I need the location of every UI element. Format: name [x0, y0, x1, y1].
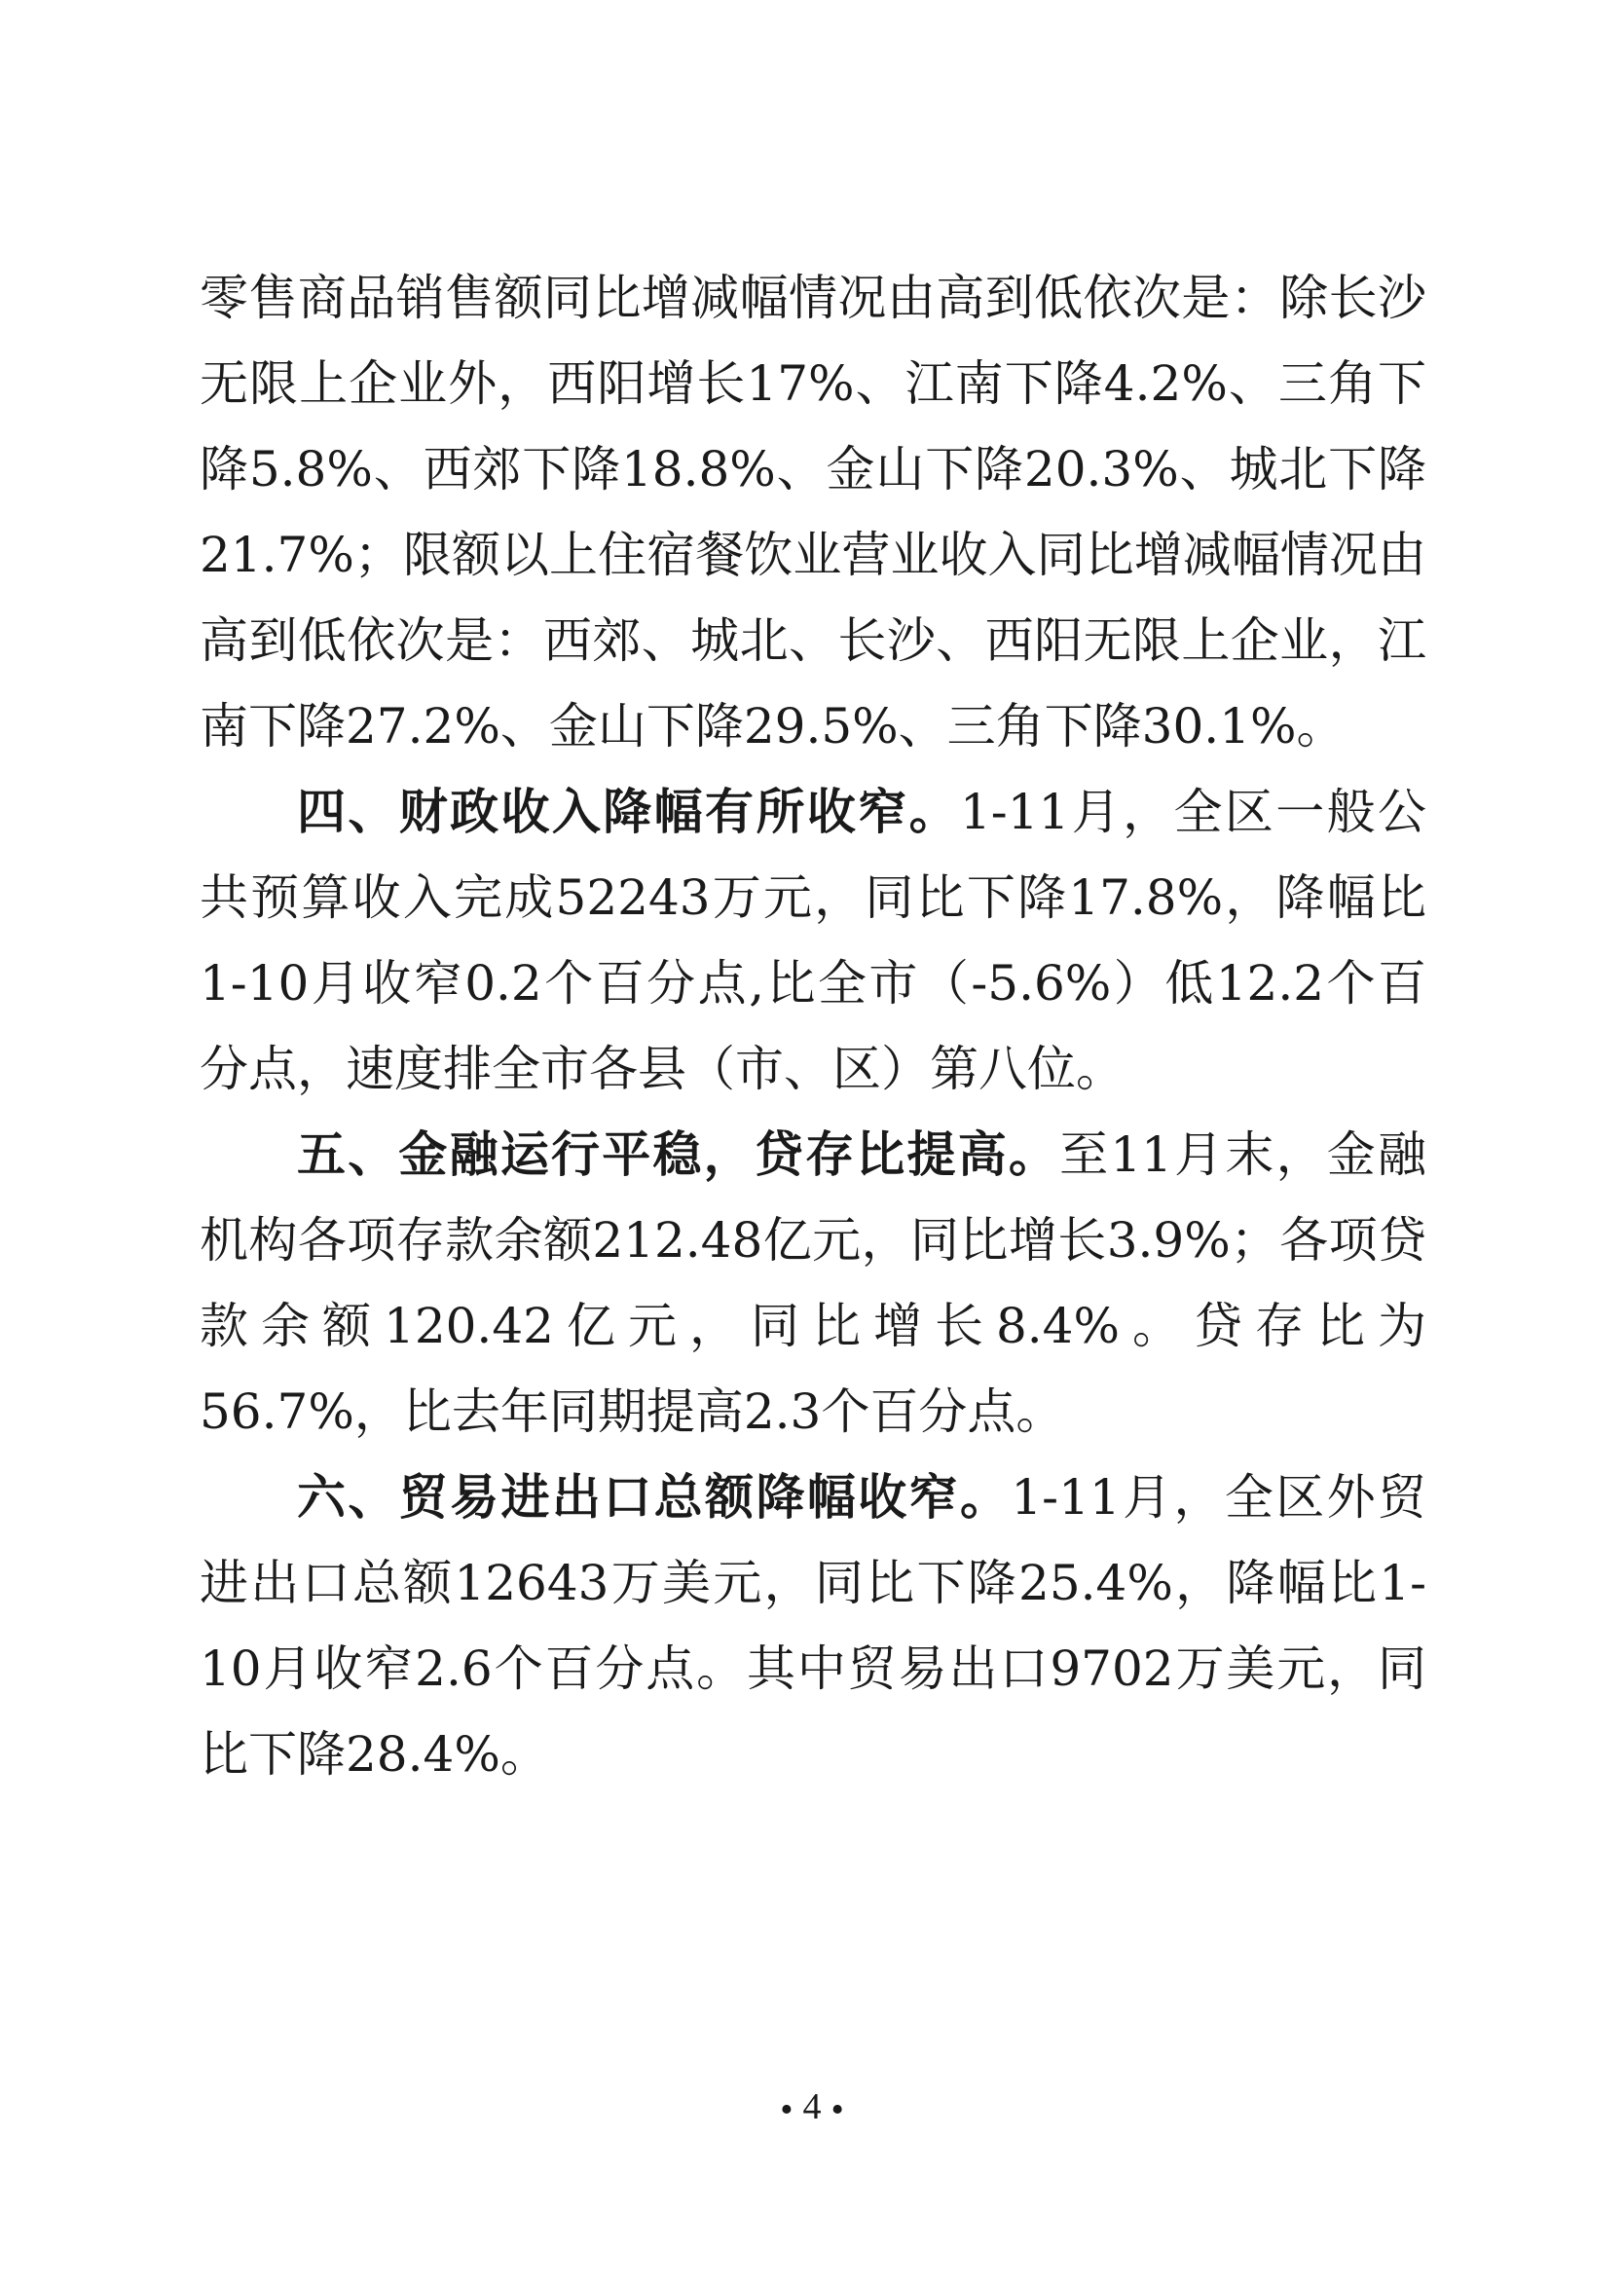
bullet-dot-icon: • — [830, 2089, 844, 2131]
section-heading: 六、贸易进出口总额降幅收窄。 — [297, 1468, 1012, 1526]
paragraph-text: 1-11月，全区一般公共预算收入完成52243万元，同比下降17.8%，降幅比1-10月收窄0.2个百分点,比全市（-5.6%）低12.2个百分点，速度排全市各县（市、区）第八位。 — [200, 784, 1426, 1097]
page-number — [0, 2083, 1624, 2133]
paragraph-trade — [200, 1455, 1426, 1797]
paragraph-finance — [200, 1112, 1426, 1455]
paragraph-text: 1-11月，全区外贸进出口总额12643万美元，同比下降25.4%，降幅比1-10月收窄2.6个百分点。其中贸易出口9702万美元，同比下降28.4%。 — [200, 1469, 1426, 1783]
paragraph-retail-continuation — [200, 255, 1426, 769]
bullet-dot-icon: • — [780, 2089, 794, 2131]
paragraph-text: 至11月末，金融机构各项存款余额212.48亿元，同比增长3.9%；各项贷款余额120.42亿元，同比增长8.4%。贷存比为56.7%，比去年同期提高2.3个百分点。 — [200, 1126, 1426, 1440]
paragraph-fiscal-revenue — [200, 769, 1426, 1112]
document-body — [200, 255, 1426, 1797]
section-heading: 五、金融运行平稳，贷存比提高。 — [297, 1125, 1060, 1183]
paragraph-text: 零售商品销售额同比增减幅情况由高到低依次是：除长沙无限上企业外，西阳增长17%、江南下降4.2%、三角下降5.8%、西郊下降18.8%、金山下降20.3%、城北下降21.7%；限额以上住宿餐饮业营业收入同比增减幅情况由高到低依次是：西郊、城北、长沙、西阳无限上企业，江南下降27.2%、金山下降29.5%、三角下降30.1%。 — [200, 270, 1426, 755]
section-heading: 四、财政收入降幅有所收窄。 — [297, 783, 960, 840]
page-number-value: 4 — [802, 2086, 822, 2127]
